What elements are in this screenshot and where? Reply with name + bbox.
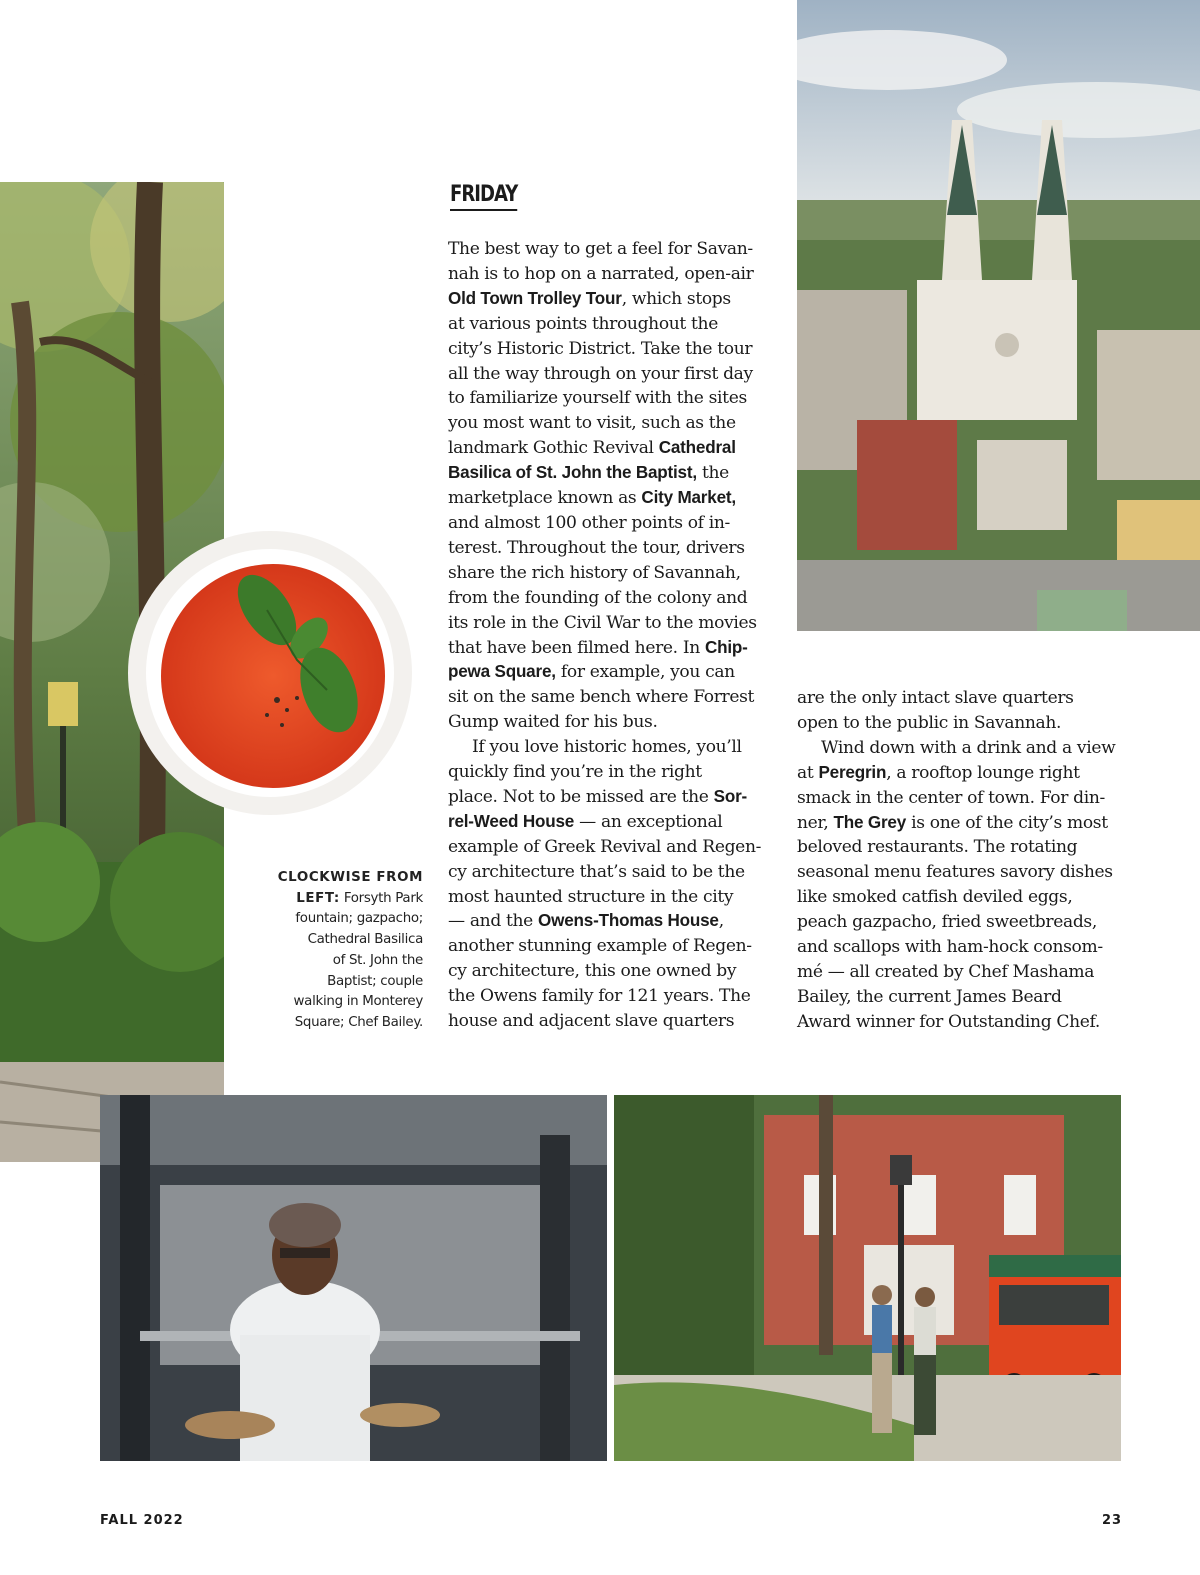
text-line: mé — all created by Chef Mashama (797, 961, 1095, 982)
text-line: open to the public in Savannah. (797, 712, 1062, 733)
text-line: If you love historic homes, you’ll (472, 737, 742, 758)
bold-term: Chip- (704, 637, 748, 657)
text-line: ner, The Grey is one of the city’s most (797, 812, 1108, 833)
text-line: Basilica of St. John the Baptist, the (448, 463, 729, 484)
text-line: like smoked catfish deviled eggs, (797, 887, 1073, 908)
text-line: of St. John the (332, 952, 423, 968)
text-line: fountain; gazpacho; (295, 911, 423, 927)
text-line: example of Greek Revival and Regen- (448, 836, 762, 857)
bold-term: Owens-Thomas House (538, 911, 719, 931)
text-line: smack in the center of town. For din- (797, 787, 1105, 808)
text-line: cy architecture, this one owned by (448, 961, 737, 982)
text-line (255, 868, 423, 889)
text-line: and scallops with ham-hock consom- (797, 937, 1103, 958)
text-line: at Peregrin, a rooftop lounge right (797, 762, 1080, 783)
text-line: sit on the same bench where Forrest (448, 687, 755, 708)
couple-monterey-square-photo (614, 1095, 1121, 1461)
bold-term: City Market, (641, 488, 736, 508)
text-line: most haunted structure in the city (448, 886, 734, 907)
cathedral-photo (797, 0, 1200, 631)
text-line: another stunning example of Regen- (448, 936, 752, 957)
bold-term: LEFT: (296, 890, 340, 906)
bold-term: rel-Weed House (448, 811, 575, 831)
text-line: to familiarize yourself with the sites (448, 388, 747, 409)
bold-term: Cathedral (658, 438, 736, 458)
bold-term: Peregrin (818, 762, 887, 782)
photo-caption (255, 868, 423, 1034)
text-line: Square; Chef Bailey. (294, 1014, 423, 1030)
text-line: seasonal menu features savory dishes (797, 862, 1113, 883)
text-line: Bailey, the current James Beard (797, 986, 1062, 1007)
text-line: marketplace known as City Market, (448, 488, 736, 509)
chef-bailey-photo (100, 1095, 607, 1461)
gazpacho-photo (127, 530, 413, 816)
text-line: rel-Weed House — an exceptional (448, 811, 723, 832)
text-line: are the only intact slave quarters (797, 688, 1074, 708)
bold-term: Basilica of St. John the Baptist, (448, 463, 697, 483)
section-heading: FRIDAY (450, 182, 517, 211)
text-line: and almost 100 other points of in- (448, 512, 730, 533)
text-line: beloved restaurants. The rotating (797, 837, 1078, 858)
text-line: place. Not to be missed are the Sor- (448, 786, 748, 807)
text-line: cy architecture that’s said to be the (448, 861, 745, 882)
body-column-1 (448, 237, 778, 1034)
bold-term: Sor- (713, 786, 748, 806)
text-line: its role in the Civil War to the movies (448, 612, 757, 633)
text-line: the Owens family for 121 years. The (448, 986, 751, 1007)
text-line: Old Town Trolley Tour, which stops (448, 288, 731, 309)
text-line: city’s Historic District. Take the tour (448, 338, 753, 359)
text-line: — and the Owens-Thomas House, (448, 911, 724, 932)
text-line: all the way through on your first day (448, 363, 753, 384)
text-line: walking in Monterey (293, 994, 423, 1010)
text-line: at various points throughout the (448, 313, 718, 334)
text-line: that have been filmed here. In Chip- (448, 637, 748, 658)
footer-page-number: 23 (1102, 1513, 1123, 1528)
text-line: you most want to visit, such as the (448, 413, 736, 434)
text-line: pewa Square, for example, you can (448, 662, 735, 683)
body-column-2 (797, 686, 1137, 1035)
text-line: quickly find you’re in the right (448, 762, 702, 783)
text-line: house and adjacent slave quarters (448, 1011, 735, 1032)
text-line: peach gazpacho, fried sweetbreads, (797, 912, 1097, 933)
text-line: Wind down with a drink and a view (821, 737, 1116, 758)
bold-term: Old Town Trolley Tour (448, 288, 622, 308)
text-line: from the founding of the colony and (448, 587, 748, 608)
text-line: The best way to get a feel for Savan- (448, 239, 753, 259)
text-line: share the rich history of Savannah, (448, 562, 741, 583)
text-line: landmark Gothic Revival Cathedral (448, 438, 736, 459)
text-line: LEFT: Forsyth Park (296, 890, 423, 906)
text-line: Cathedral Basilica (307, 932, 423, 948)
text-line: nah is to hop on a narrated, open-air (448, 263, 754, 284)
bold-term: CLOCKWISE FROM (277, 870, 423, 885)
text-line: Award winner for Outstanding Chef. (797, 1011, 1100, 1032)
bold-term: The Grey (833, 812, 907, 832)
bold-term: pewa Square, (448, 662, 556, 682)
text-line: Baptist; couple (327, 973, 423, 989)
footer-issue: FALL 2022 (100, 1513, 184, 1528)
text-line: Gump waited for his bus. (448, 712, 658, 733)
text-line: terest. Throughout the tour, drivers (448, 537, 745, 558)
